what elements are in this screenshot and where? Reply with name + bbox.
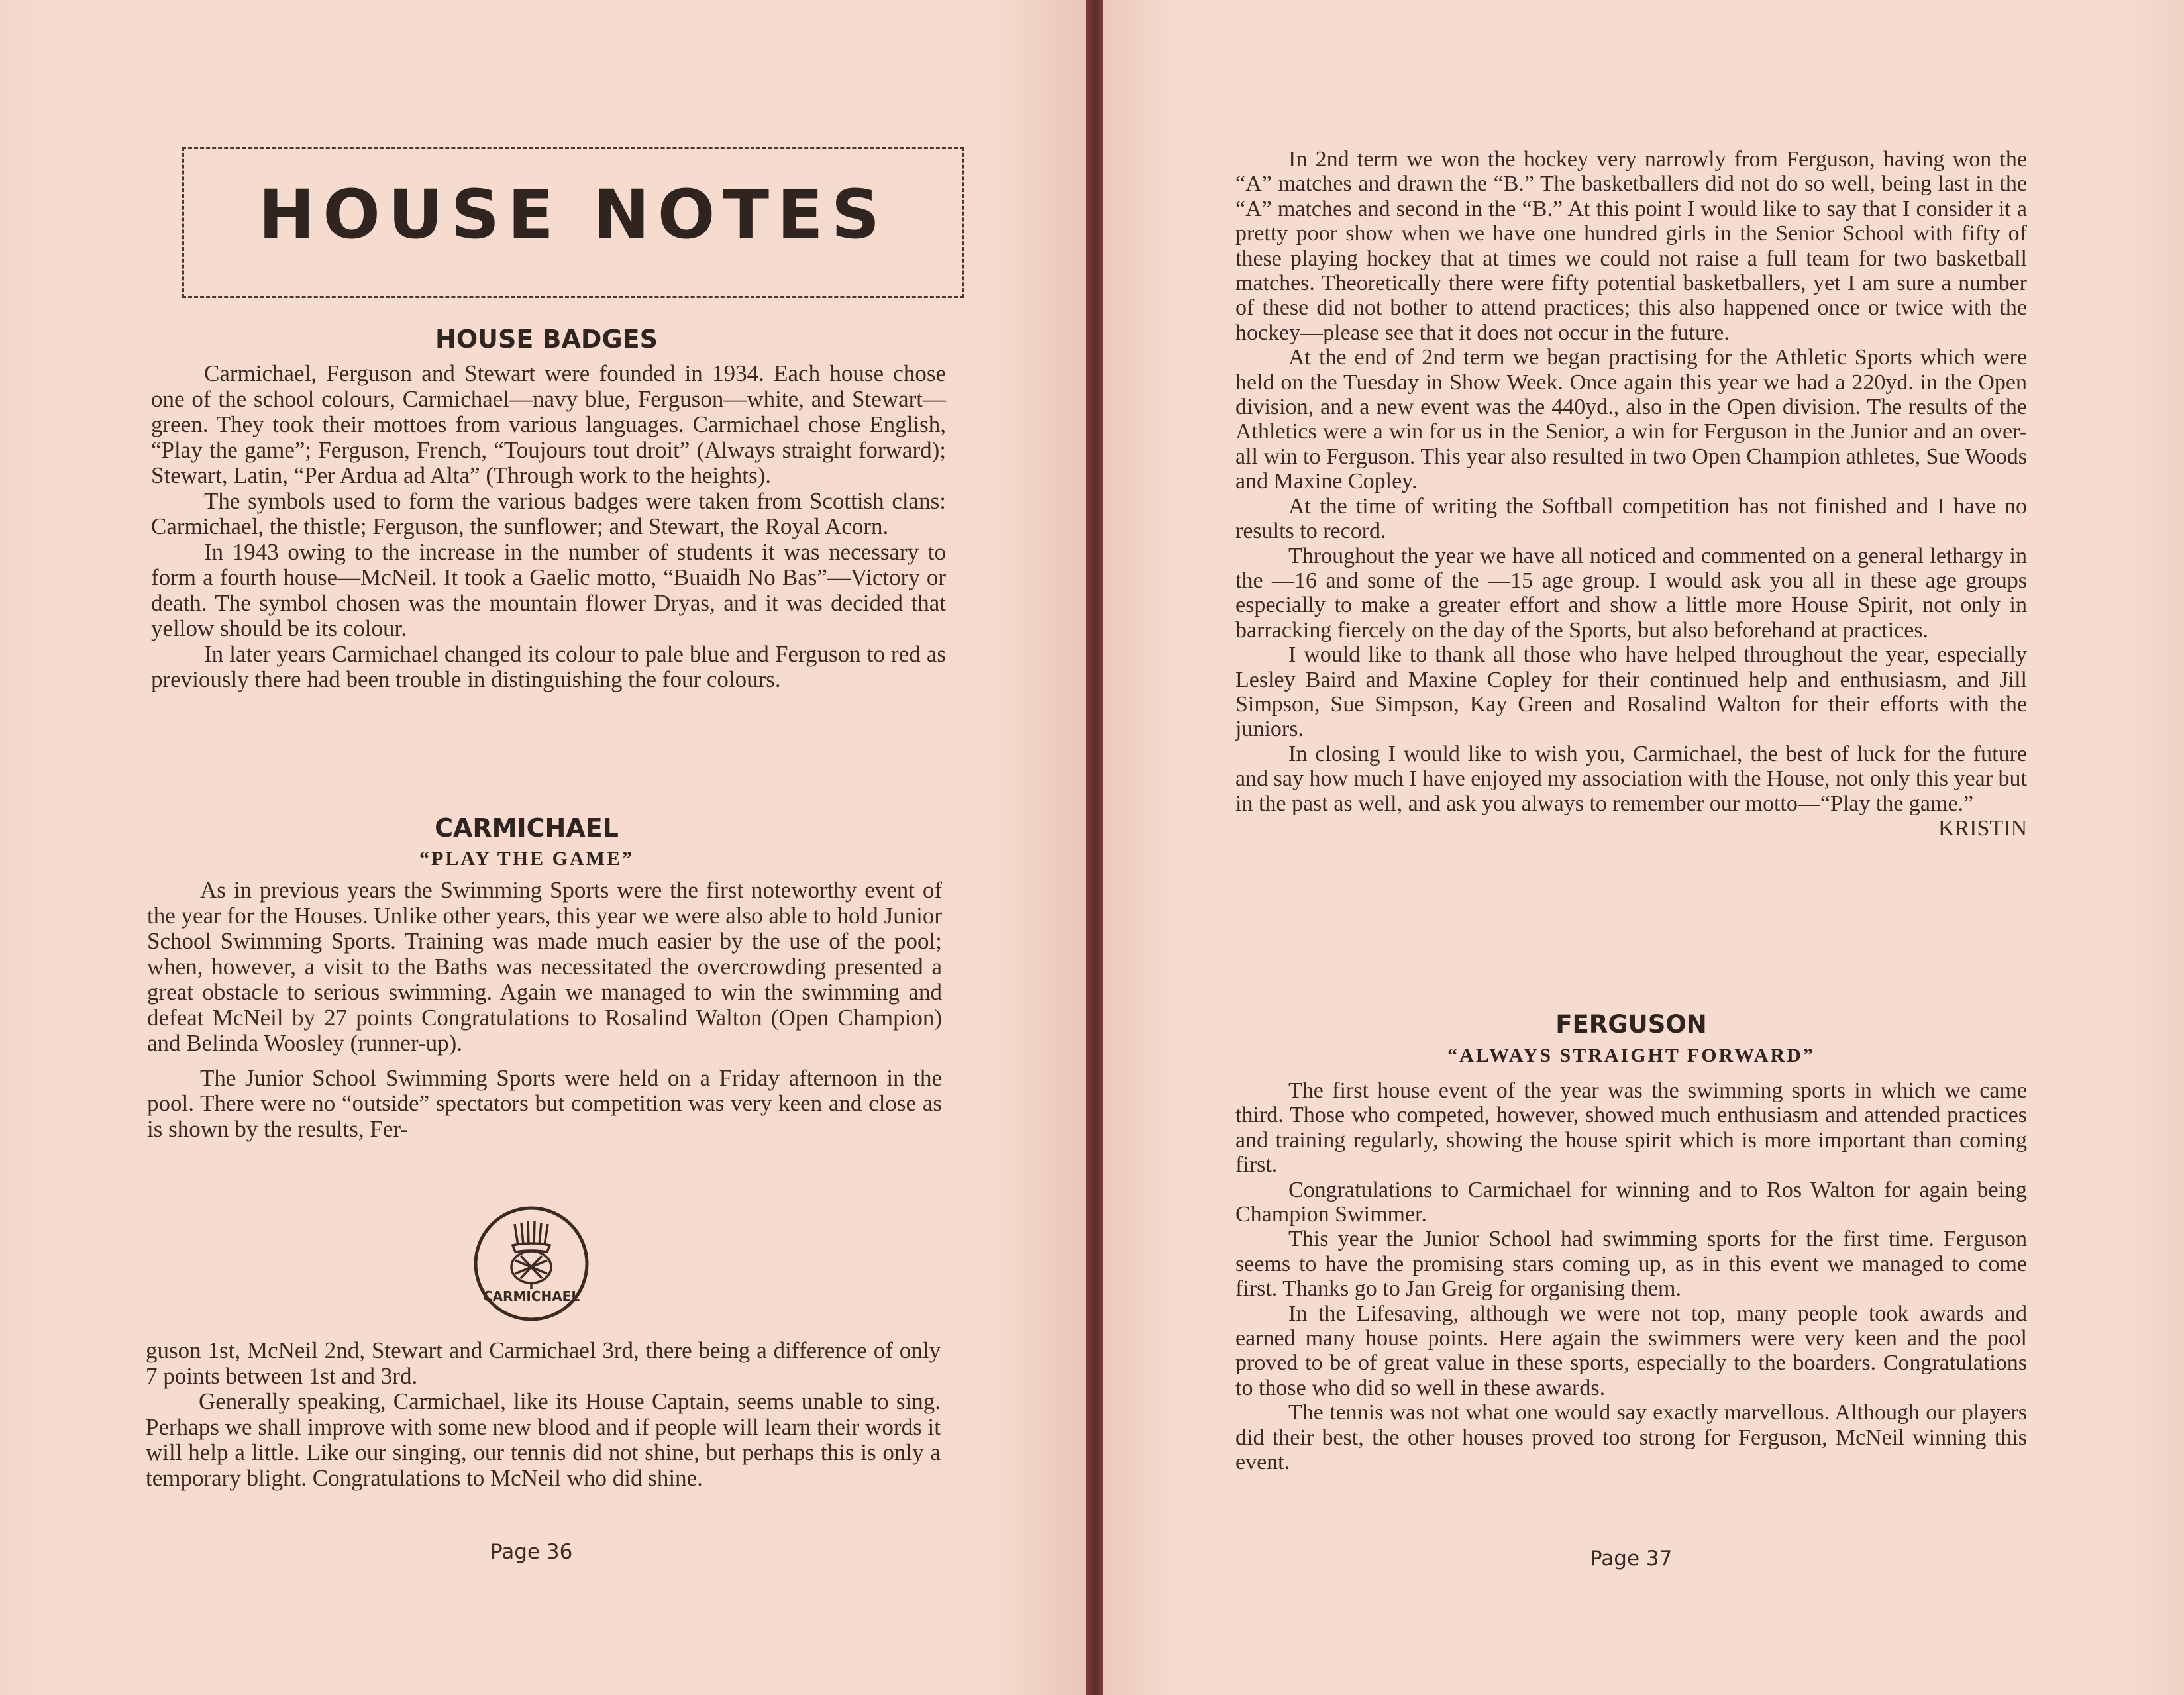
page-number: Page 37 <box>1590 1547 1673 1570</box>
left-page <box>0 0 1086 1695</box>
paragraph: Congratulations to Carmichael for winning and to Ros Walton for again being Champion Swimmer. <box>1235 1177 2027 1227</box>
paragraph: In 2nd term we won the hockey very narrowly from Ferguson, having won the “A” matches and drawn the “B.” The basketballers did not do so well, being last in the “A” matches and second in the “B.” At this point I would like to say that I consider it a pretty poor show when we have one hundred girls in the Senior School with fifty of these playing hockey that at times we could not raise a full team for two basketball matches. Theoretically there were fifty potential basketballers, yet I am sure a number of these did not bother to attend practices; this also happened once or twice with the hockey—please see that it does not occur in the future. <box>1235 147 2027 345</box>
paragraph: Generally speaking, Carmichael, like its House Captain, seems unable to sing. Perhaps we shall improve with some new blood and if people will learn their words it will help a little. Like our singing, our tennis did not shine, but perhaps this is only a temporary blight. Congratulations to McNeil who did shine. <box>146 1388 941 1491</box>
title-box <box>182 147 964 298</box>
paragraph: The Junior School Swimming Sports were held on a Friday afternoon in the pool. There were no “outside” spectators but competition was very keen and close as is shown by the results, Fer- <box>147 1064 942 1142</box>
thistle-icon <box>511 1221 551 1289</box>
carmichael-report-continued <box>1235 147 2027 841</box>
paragraph: guson 1st, McNeil 2nd, Stewart and Carmichael 3rd, there being a difference of only 7 points between 1st and 3rd. <box>146 1337 941 1389</box>
carmichael-heading: CARMICHAEL <box>435 813 619 843</box>
paragraph: Throughout the year we have all noticed and commented on a general lethargy in the —16 and some of the —15 age group. I would ask you all in these age groups especially to make a greater effort and show a little more House Spirit, not only in barracking fiercely on the day of the Sports, but also beforehand at practices. <box>1235 543 2027 642</box>
house-badges-heading: HOUSE BADGES <box>435 325 658 354</box>
page-title: HOUSE NOTES <box>258 176 888 254</box>
ferguson-section <box>1235 1078 2027 1475</box>
ferguson-motto: “ALWAYS STRAIGHT FORWARD” <box>1447 1045 1815 1066</box>
paragraph: In later years Carmichael changed its colour to pale blue and Ferguson to red as previously there had been trouble in distinguishing the four colours. <box>151 641 946 692</box>
paragraph: As in previous years the Swimming Sports were the first noteworthy event of the year for the Houses. Unlike other years, this year we were also able to hold Junior School Swimming Sports. Training was made much easier by the use of the pool; when, however, a visit to the Baths was necessitated the overcrowding presented a great obstacle to serious swimming. Again we managed to win the swimming and defeat McNeil by 27 points Congratulations to Rosalind Walton (Open Champion) and Belinda Woosley (runner-up). <box>147 877 942 1056</box>
right-page <box>1103 0 2184 1695</box>
paragraph: In 1943 owing to the increase in the number of students it was necessary to form a fourth house—McNeil. It took a Gaelic motto, “Buaidh No Bas”—Victory or death. The symbol chosen was the mountain flower Dryas, and it was decided that yellow should be its colour. <box>151 539 946 641</box>
house-badges-section <box>151 361 946 693</box>
paragraph: Carmichael, Ferguson and Stewart were founded in 1934. Each house chose one of the school colours, Carmichael—navy blue, Ferguson—white, and Stewart—green. They took their mottoes from various languages. Carmichael chose English, “Play the game”; Ferguson, French, “Toujours tout droit” (Always straight forward); Stewart, Latin, “Per Ardua ad Alta” (Through work to the heights). <box>151 360 946 488</box>
signoff: KRISTIN <box>1938 815 2027 841</box>
book-spine <box>1086 0 1103 1695</box>
carmichael-section <box>147 878 942 1142</box>
badge-label: CARMICHAEL <box>482 1288 580 1304</box>
paragraph: The first house event of the year was the swimming sports in which we came third. Those who competed, however, showed much enthusiasm and attended practices and training regularly, showing the house spirit which is more important than coming first. <box>1235 1078 2027 1178</box>
paragraph: At the time of writing the Softball competition has not finished and I have no results to record. <box>1235 493 2027 544</box>
paragraph: At the end of 2nd term we began practising for the Athletic Sports which were held on the Tuesday in Show Week. Once again this year we had a 220yd. in the Open division, and a new event was the 440yd., also in the Open division. The results of the Athletics were a win for us in the Senior, a win for Ferguson in the Junior and an over-all win to Ferguson. This year also resulted in two Open Champion athletes, Sue Woods and Maxine Copley. <box>1235 345 2027 494</box>
paragraph: In closing I would like to wish you, Carmichael, the best of luck for the future and say how much I have enjoyed my association with the House, not only this year but in the past as well, and ask you always to remember our motto—“Play the game.” <box>1235 741 2027 816</box>
carmichael-motto: “PLAY THE GAME” <box>419 848 634 870</box>
ferguson-heading: FERGUSON <box>1555 1010 1707 1039</box>
page-number: Page 36 <box>490 1540 573 1564</box>
paragraph: I would like to thank all those who have helped throughout the year, especially Lesley Baird and Maxine Copley for their continued help and enthusiasm, and Jill Simpson, Sue Simpson, Kay Green and Rosalind Walton for their efforts with the juniors. <box>1235 642 2027 742</box>
paragraph: This year the Junior School had swimming sports for the first time. Ferguson seems to have the promising stars coming up, as in this event we managed to come first. Thanks go to Jan Greig for organising them. <box>1235 1227 2027 1302</box>
paragraph: The tennis was not what one would say exactly marvellous. Although our players did their best, the other houses proved too strong for Ferguson, McNeil winning this event. <box>1235 1400 2027 1475</box>
carmichael-section-continued <box>146 1338 941 1491</box>
paragraph: In the Lifesaving, although we were not top, many people took awards and earned many house points. Here again the swimmers were very keen and the pool proved to be of great value in these sports, especially to the boarders. Congratulations to those who did so well in these awards. <box>1235 1301 2027 1400</box>
carmichael-badge <box>472 1204 591 1323</box>
paragraph: The symbols used to form the various badges were taken from Scottish clans: Carmichael, the thistle; Ferguson, the sunflower; and Stewart, the Royal Acorn. <box>151 488 946 539</box>
